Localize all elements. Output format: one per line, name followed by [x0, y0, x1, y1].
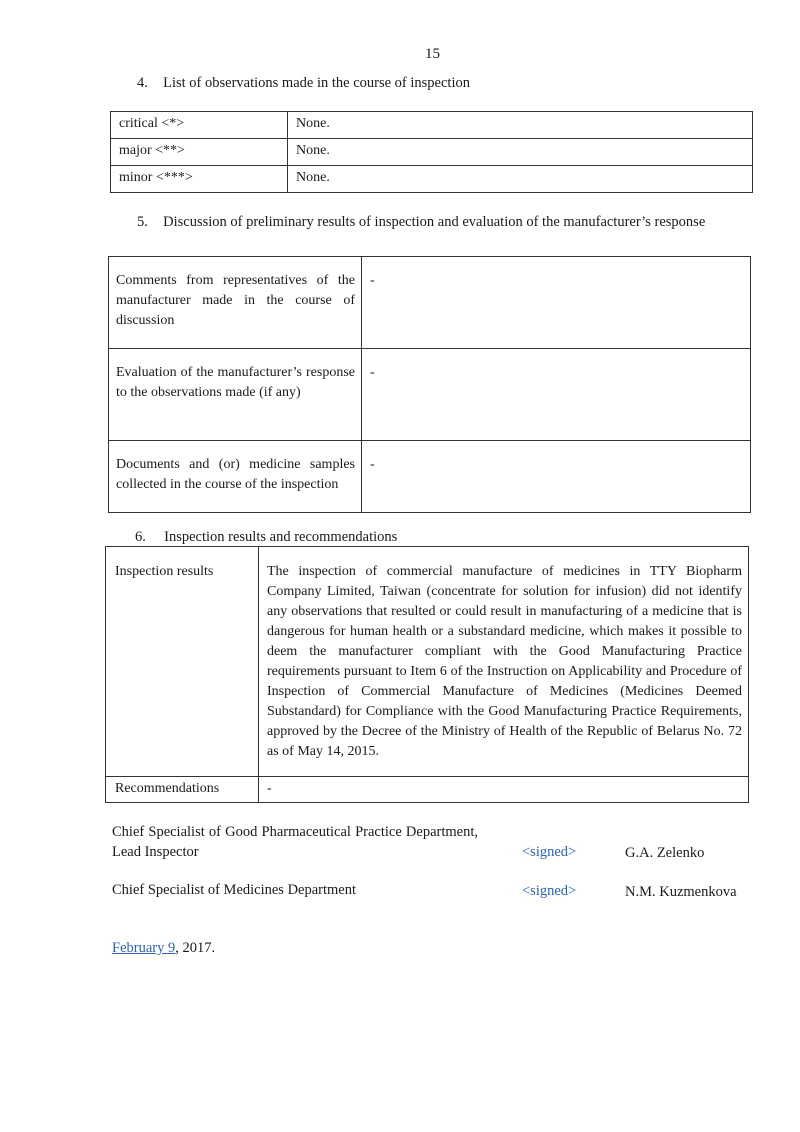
discussion-value: -: [362, 349, 751, 441]
signatory-2-title: Chief Specialist of Medicines Department: [112, 882, 357, 898]
severity-value: None.: [288, 166, 753, 193]
severity-label: minor <***>: [111, 166, 288, 193]
table-row: [106, 777, 749, 803]
date-link[interactable]: February 9: [112, 940, 176, 956]
signed-mark-2: <signed>: [522, 883, 577, 899]
section4-title: List of observations made in the course of inspection: [163, 75, 470, 91]
table-row: [111, 166, 753, 193]
section6-number: 6.: [135, 529, 146, 545]
section5-heading: [137, 214, 705, 231]
observations-table: [110, 111, 753, 193]
results-text: The inspection of commercial manufacture of medicines in TTY Biopharm Company Limited, Taiwan (concentrate for solution for infusion) did not identify any observations that resulted or could result in manufacturing of a medicine that is dangerous for human health or a substandard medicine, which makes it possible to deem the manufacturer compliant with the Good Manufacturing Practice requirements pursuant to Item 6 of the Instruction on Applicability and Procedure of Inspection of Commercial Manufacture of Medicines (Medicines Deemed Substandard) for Compliance with the Good Manufacturing Practice Requirements, approved by the Decree of the Ministry of Health of the Republic of Belarus No. 72 as of May 14, 2015.: [259, 547, 749, 777]
discussion-label: Documents and (or) medicine samples collected in the course of the inspection: [109, 441, 362, 513]
section6-title: Inspection results and recommendations: [164, 529, 398, 545]
table-row: [106, 547, 749, 777]
table-row: [111, 139, 753, 166]
discussion-table: [108, 256, 751, 513]
table-row: [111, 112, 753, 139]
table-row: [109, 257, 751, 349]
severity-label: major <**>: [111, 139, 288, 166]
recommendations-label: Recommendations: [106, 777, 259, 803]
discussion-label: Comments from representatives of the manufacturer made in the course of discussion: [109, 257, 362, 349]
section6-heading: [135, 529, 397, 546]
signatory-2-name: N.M. Kuzmenkova: [625, 884, 737, 900]
section5-number: 5.: [137, 214, 148, 230]
signed-mark-1: <signed>: [522, 844, 577, 860]
signatory-1-title: Chief Specialist of Good Pharmaceutical Practice Department, Lead Inspector: [112, 824, 478, 860]
date-rest: , 2017.: [175, 940, 216, 956]
discussion-value: -: [362, 257, 751, 349]
results-label: Inspection results: [106, 547, 259, 777]
severity-label: critical <*>: [111, 112, 288, 139]
document-date: [112, 940, 215, 957]
section4-heading: [137, 75, 470, 92]
discussion-label: Evaluation of the manufacturer’s response to the observations made (if any): [109, 349, 362, 441]
section5-title: Discussion of preliminary results of inspection and evaluation of the manufacturer’s response: [163, 214, 706, 230]
results-table: [105, 546, 749, 803]
discussion-value: -: [362, 441, 751, 513]
signatory-1-name: G.A. Zelenko: [625, 845, 705, 861]
page-number: 15: [425, 46, 440, 62]
recommendations-value: -: [259, 777, 749, 803]
table-row: [109, 349, 751, 441]
section4-number: 4.: [137, 75, 148, 91]
severity-value: None.: [288, 139, 753, 166]
table-row: [109, 441, 751, 513]
severity-value: None.: [288, 112, 753, 139]
